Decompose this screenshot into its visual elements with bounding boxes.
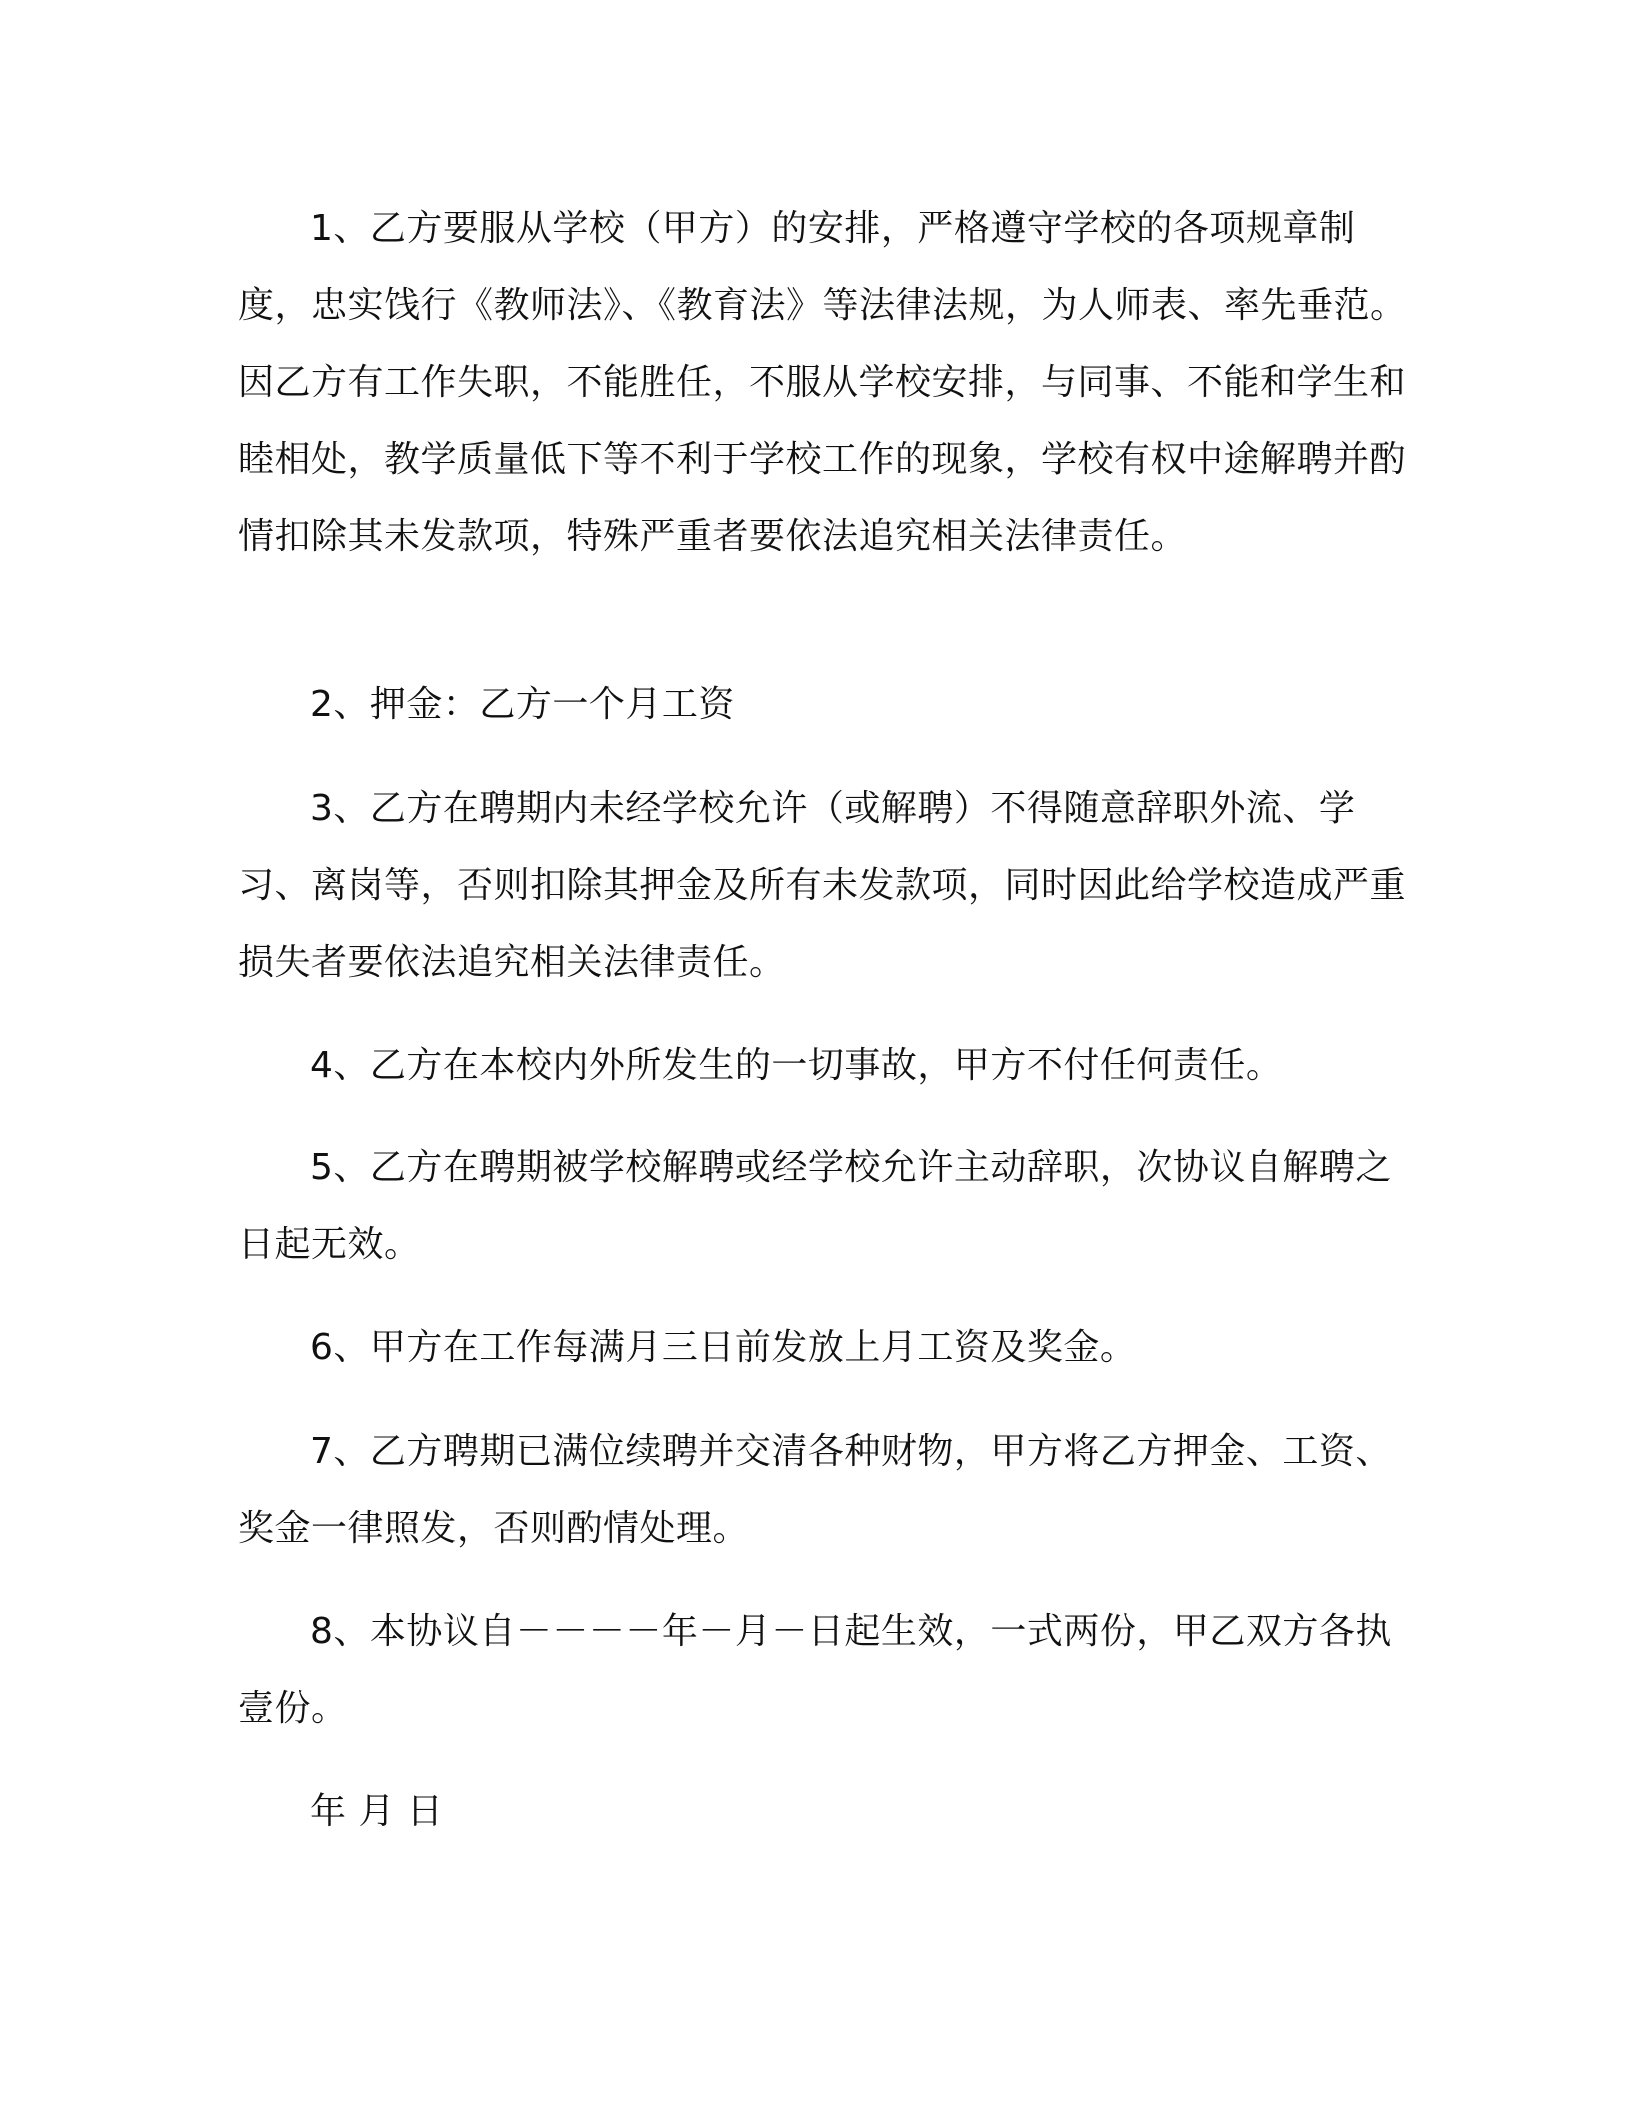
clause-8: 8、本协议自－－－－年－月－日起生效，一式两份，甲乙双方各执壹份。 [238, 1611, 1392, 1729]
clause-5: 5、乙方在聘期被学校解聘或经学校允许主动辞职，次协议自解聘之日起无效。 [238, 1147, 1392, 1265]
clause-1: 1、乙方要服从学校（甲方）的安排，严格遵守学校的各项规章制度，忠实饯行《教师法》、《教育法》等法律法规，为人师表、率先垂范。因乙方有工作失职，不能胜任，不服从学校安排，与同事、不能和学生和睦相处，教学质量低下等不利于学校工作的现象，学校有权中途解聘并酌情扣除其未发款项，特殊严重者要依法追究相关法律责任。 [238, 208, 1407, 557]
clause-6: 6、甲方在工作每满月三日前发放上月工资及奖金。 [310, 1327, 1137, 1368]
signature-date-line: 年 月 日 [310, 1791, 444, 1832]
clause-7: 7、乙方聘期已满位续聘并交清各种财物，甲方将乙方押金、工资、奖金一律照发，否则酌情处理。 [238, 1431, 1392, 1549]
clause-4: 4、乙方在本校内外所发生的一切事故，甲方不付任何责任。 [310, 1045, 1283, 1086]
clause-2: 2、押金：乙方一个月工资 [310, 684, 735, 725]
clause-3: 3、乙方在聘期内未经学校允许（或解聘）不得随意辞职外流、学习、离岗等，否则扣除其押金及所有未发款项，同时因此给学校造成严重损失者要依法追究相关法律责任。 [238, 788, 1407, 983]
